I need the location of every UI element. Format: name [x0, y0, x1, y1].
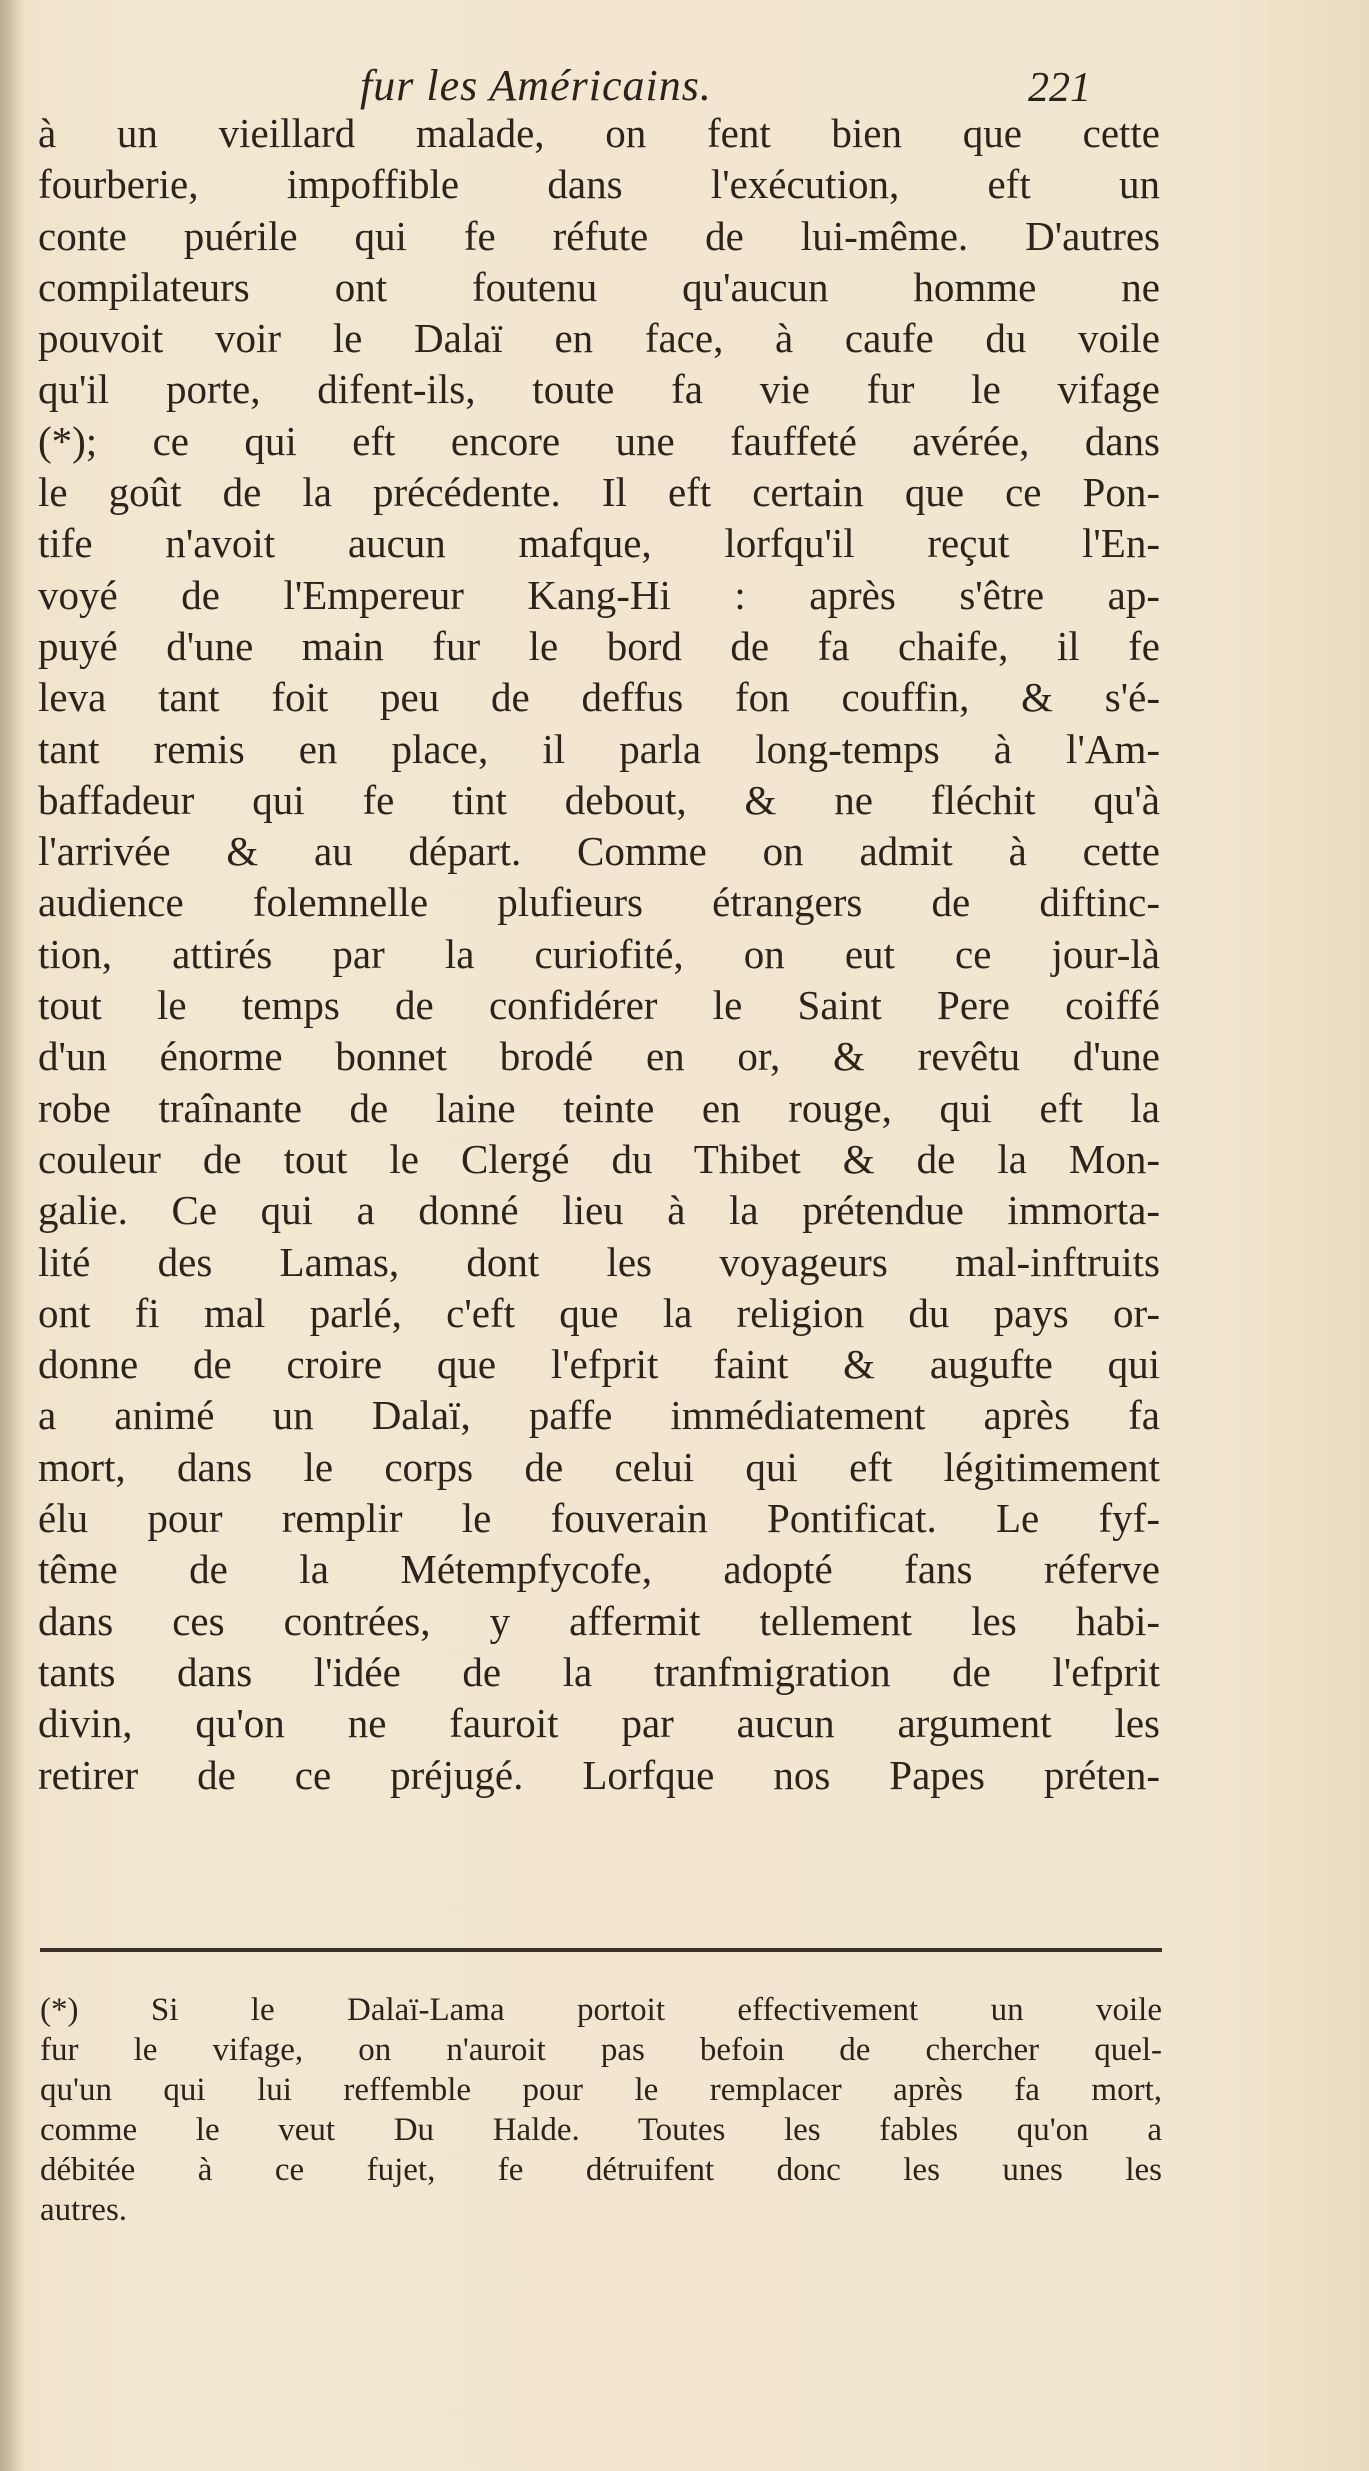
body-line: d'un énorme bonnet brodé en or, & revêtu d'une	[38, 1033, 1160, 1080]
body-line: tion, attirés par la curiofité, on eut ce jour-là	[38, 930, 1160, 977]
body-line: tême de la Métempfycofe, adopté fans réferve	[38, 1546, 1160, 1593]
footnote-line: autres.	[40, 2192, 128, 2228]
footnote-line: débitée à ce fujet, fe détruifent donc les unes les	[40, 2152, 1162, 2188]
body-line: (*); ce qui eft encore une fauffeté avérée, dans	[38, 417, 1160, 464]
body-line: élu pour remplir le fouverain Pontificat. Le fyf-	[38, 1495, 1160, 1542]
body-line: divin, qu'on ne fauroit par aucun argument les	[38, 1700, 1160, 1747]
body-line: le goût de la précédente. Il eft certain que ce Pon-	[38, 469, 1160, 516]
body-line: voyé de l'Empereur Kang-Hi : après s'être ap-	[38, 571, 1160, 618]
body-line: galie. Ce qui a donné lieu à la prétendue immorta-	[38, 1187, 1160, 1234]
body-line: l'arrivée & au départ. Comme on admit à cette	[38, 828, 1160, 875]
body-line: tife n'avoit aucun mafque, lorfqu'il reçut l'En-	[38, 520, 1160, 567]
footnote-line: qu'un qui lui reffemble pour le remplacer après fa mort,	[40, 2072, 1162, 2108]
body-line: donne de croire que l'efprit faint & augufte qui	[38, 1341, 1160, 1388]
body-line: lité des Lamas, dont les voyageurs mal-inftruits	[38, 1238, 1160, 1285]
body-line: robe traînante de laine teinte en rouge, qui eft la	[38, 1084, 1160, 1131]
body-line: mort, dans le corps de celui qui eft légitimement	[38, 1443, 1160, 1490]
body-line: a animé un Dalaï, paffe immédiatement après fa	[38, 1392, 1160, 1439]
body-line: qu'il porte, difent-ils, toute fa vie fur le vifage	[38, 366, 1160, 413]
body-line: pouvoit voir le Dalaï en face, à caufe du voile	[38, 315, 1160, 362]
body-line: audience folemnelle plufieurs étrangers de diftinc-	[38, 879, 1160, 926]
body-line: à un vieillard malade, on fent bien que cette	[38, 110, 1160, 156]
page-number: 221	[1028, 65, 1091, 111]
body-line: leva tant foit peu de deffus fon couffin, & s'é-	[38, 674, 1160, 721]
body-line: couleur de tout le Clergé du Thibet & de la Mon-	[38, 1135, 1160, 1182]
body-line: compilateurs ont foutenu qu'aucun homme ne	[38, 263, 1160, 310]
body-line: dans ces contrées, y affermit tellement les habi-	[38, 1597, 1160, 1644]
footnote-line: fur le vifage, on n'auroit pas befoin de chercher quel-	[40, 2032, 1162, 2068]
body-line: puyé d'une main fur le bord de fa chaife, il fe	[38, 622, 1160, 669]
body-line: tout le temps de confidérer le Saint Pere coiffé	[38, 982, 1160, 1029]
footnote-rule	[40, 1948, 1162, 1952]
running-head: fur les Américains.	[360, 61, 712, 110]
footnote-line: comme le veut Du Halde. Toutes les fables qu'on a	[40, 2112, 1162, 2148]
footnote	[40, 1990, 1162, 2230]
gutter-shadow	[0, 0, 22, 2471]
footnote-line: (*) Si le Dalaï-Lama portoit effectivement un voile	[40, 1992, 1162, 2028]
body-line: tants dans l'idée de la tranfmigration de l'efprit	[38, 1648, 1160, 1695]
body-line: baffadeur qui fe tint debout, & ne fléchit qu'à	[38, 776, 1160, 823]
body-line: ont fi mal parlé, c'eft que la religion du pays or-	[38, 1289, 1160, 1336]
body-line: retirer de ce préjugé. Lorfque nos Papes préten-	[38, 1751, 1160, 1798]
body-line: tant remis en place, il parla long-temps à l'Am-	[38, 725, 1160, 772]
body-line: fourberie, impoffible dans l'exécution, eft un	[38, 161, 1160, 208]
body-line: conte puérile qui fe réfute de lui-même. D'autres	[38, 212, 1160, 259]
body-text	[38, 108, 1160, 1801]
